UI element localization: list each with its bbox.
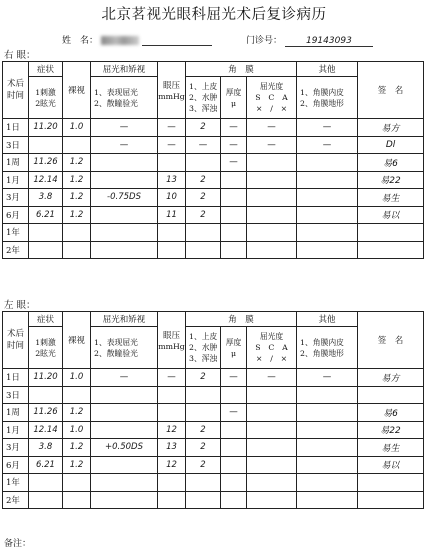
visit-time: 2年: [3, 241, 29, 259]
ucva-cell: 1.2: [63, 189, 91, 207]
left-eye-rows: [3, 369, 424, 509]
iop-cell: 10: [158, 189, 186, 207]
refraction-options: 1、表现屈光 2、散瞳验光: [91, 77, 158, 119]
thickness-cell: —: [221, 136, 247, 154]
thickness-cell: [221, 456, 247, 474]
signature-cell: [358, 474, 424, 492]
signature-cell: 易方: [358, 369, 424, 387]
symptom-cell: [29, 241, 63, 259]
refractive-power-cell: [247, 224, 297, 242]
refraction-cell: [91, 421, 158, 439]
thickness-cell: [221, 474, 247, 492]
signature-cell: 易22: [358, 171, 424, 189]
iop-cell: [158, 386, 186, 404]
other-cell: [297, 386, 358, 404]
refraction-cell: +0.50DS: [91, 439, 158, 457]
other-cell: [297, 241, 358, 259]
refraction-cell: [91, 224, 158, 242]
refractive-power-cell: [247, 404, 297, 422]
cornea-cell: [186, 404, 221, 422]
visit-row: [3, 404, 424, 422]
cornea-cell: 2: [186, 189, 221, 207]
refraction-options: 1、表现屈光 2、散瞳验光: [91, 327, 158, 369]
col-postop-time: 术后时间: [3, 312, 29, 369]
visit-time: 3日: [3, 386, 29, 404]
col-other: 其他: [297, 312, 358, 327]
cornea-cell: [186, 241, 221, 259]
right-eye-rows: [3, 119, 424, 259]
iop-cell: [158, 491, 186, 509]
thickness-cell: —: [221, 154, 247, 172]
col-signature: 签 名: [358, 62, 424, 119]
signature-cell: 易6: [358, 404, 424, 422]
ucva-cell: 1.2: [63, 171, 91, 189]
other-cell: [297, 421, 358, 439]
refractive-power-cell: [247, 241, 297, 259]
other-cell: [297, 206, 358, 224]
ucva-cell: 1.0: [63, 119, 91, 137]
other-options: 1、角膜内皮 2、角膜地形: [297, 77, 358, 119]
refraction-cell: [91, 241, 158, 259]
refractive-power-header: 屈光度 S C A × / ×: [247, 327, 297, 369]
other-cell: [297, 224, 358, 242]
cornea-cell: 2: [186, 369, 221, 387]
epithelium-options: 1、上皮 2、水肿 3、浑浊: [186, 327, 221, 369]
visit-row: [3, 224, 424, 242]
symptom-cell: [29, 136, 63, 154]
col-ucva: 裸视: [63, 312, 91, 369]
refractive-power-cell: [247, 206, 297, 224]
col-cornea: 角 膜: [186, 62, 297, 77]
signature-cell: 易以: [358, 456, 424, 474]
refraction-cell: -0.75DS: [91, 189, 158, 207]
visit-time: 3月: [3, 439, 29, 457]
patient-name-redacted: [101, 36, 139, 45]
thickness-cell: [221, 206, 247, 224]
visit-row: [3, 491, 424, 509]
col-other: 其他: [297, 62, 358, 77]
iop-cell: 11: [158, 206, 186, 224]
visit-time: 2年: [3, 491, 29, 509]
visit-row: [3, 171, 424, 189]
thickness-cell: [221, 224, 247, 242]
visit-row: [3, 439, 424, 457]
col-signature: 签 名: [358, 312, 424, 369]
refractive-power-cell: [247, 439, 297, 457]
refractive-power-cell: [247, 386, 297, 404]
iop-cell: [158, 474, 186, 492]
visit-time: 1日: [3, 369, 29, 387]
ucva-cell: 1.2: [63, 456, 91, 474]
signature-cell: 易方: [358, 119, 424, 137]
thickness-cell: [221, 171, 247, 189]
col-symptom: 症状: [29, 312, 63, 327]
visit-row: [3, 241, 424, 259]
iop-cell: 12: [158, 421, 186, 439]
symptom-cell: 3.8: [29, 189, 63, 207]
ucva-cell: 1.0: [63, 369, 91, 387]
thickness-cell: [221, 421, 247, 439]
refraction-cell: [91, 386, 158, 404]
refraction-cell: —: [91, 119, 158, 137]
refraction-cell: [91, 456, 158, 474]
col-postop-time: 术后时间: [3, 62, 29, 119]
refraction-cell: [91, 154, 158, 172]
refractive-power-cell: [247, 189, 297, 207]
visit-row: [3, 154, 424, 172]
page-title: 北京茗视光眼科屈光术后复诊病历: [101, 7, 327, 23]
other-cell: [297, 474, 358, 492]
patient-name-row: [62, 33, 212, 46]
thickness-cell: [221, 386, 247, 404]
refraction-cell: —: [91, 369, 158, 387]
ucva-cell: [63, 241, 91, 259]
iop-cell: [158, 241, 186, 259]
cornea-cell: [186, 154, 221, 172]
iop-cell: —: [158, 136, 186, 154]
refractive-power-cell: [247, 421, 297, 439]
visit-row: [3, 369, 424, 387]
col-ucva: 裸视: [63, 62, 91, 119]
refractive-power-cell: —: [247, 369, 297, 387]
col-symptom: 症状: [29, 62, 63, 77]
refractive-power-header: 屈光度 S C A × / ×: [247, 77, 297, 119]
cornea-cell: 2: [186, 119, 221, 137]
left-eye-table: [2, 311, 424, 509]
signature-cell: 易6: [358, 154, 424, 172]
iop-cell: [158, 404, 186, 422]
other-cell: —: [297, 369, 358, 387]
visit-time: 1周: [3, 404, 29, 422]
visit-row: [3, 119, 424, 137]
record-number-value: 19143093: [285, 36, 373, 47]
record-number-label: 门诊号：: [246, 36, 283, 46]
refractive-power-cell: [247, 171, 297, 189]
refraction-cell: [91, 206, 158, 224]
visit-time: 1月: [3, 421, 29, 439]
signature-cell: 易生: [358, 439, 424, 457]
visit-time: 6月: [3, 206, 29, 224]
thickness-cell: [221, 241, 247, 259]
cornea-cell: —: [186, 136, 221, 154]
other-cell: [297, 154, 358, 172]
thickness-cell: [221, 491, 247, 509]
signature-cell: 易以: [358, 206, 424, 224]
cornea-cell: [186, 224, 221, 242]
visit-row: [3, 456, 424, 474]
visit-row: [3, 474, 424, 492]
refraction-cell: [91, 404, 158, 422]
signature-cell: 易22: [358, 421, 424, 439]
left-eye-label: 左 眼：: [4, 300, 36, 311]
thickness-header: 厚度 μ: [221, 77, 247, 119]
thickness-header: 厚度 μ: [221, 327, 247, 369]
other-cell: —: [297, 136, 358, 154]
symptom-cell: 11.20: [29, 119, 63, 137]
refractive-power-cell: [247, 474, 297, 492]
refractive-power-cell: [247, 154, 297, 172]
visit-time: 6月: [3, 456, 29, 474]
thickness-cell: [221, 189, 247, 207]
visit-time: 1年: [3, 474, 29, 492]
visit-row: [3, 136, 424, 154]
signature-cell: [358, 491, 424, 509]
symptom-cell: 6.21: [29, 456, 63, 474]
epithelium-options: 1、上皮 2、水肿 3、浑浊: [186, 77, 221, 119]
col-cornea: 角 膜: [186, 312, 297, 327]
symptom-cell: 11.26: [29, 154, 63, 172]
other-cell: [297, 439, 358, 457]
visit-row: [3, 189, 424, 207]
cornea-cell: 2: [186, 456, 221, 474]
visit-time: 1周: [3, 154, 29, 172]
refractive-power-cell: —: [247, 136, 297, 154]
visit-time: 1年: [3, 224, 29, 242]
signature-cell: [358, 241, 424, 259]
ucva-cell: 1.2: [63, 206, 91, 224]
symptom-options: 1刺激 2眩光: [29, 327, 63, 369]
cornea-cell: 2: [186, 421, 221, 439]
refractive-power-cell: [247, 456, 297, 474]
other-cell: [297, 404, 358, 422]
other-cell: [297, 456, 358, 474]
symptom-cell: [29, 491, 63, 509]
ucva-cell: [63, 386, 91, 404]
thickness-cell: —: [221, 369, 247, 387]
other-options: 1、角膜内皮 2、角膜地形: [297, 327, 358, 369]
cornea-cell: [186, 491, 221, 509]
ucva-cell: 1.0: [63, 421, 91, 439]
thickness-cell: —: [221, 119, 247, 137]
other-cell: [297, 171, 358, 189]
ucva-cell: [63, 491, 91, 509]
visit-row: [3, 386, 424, 404]
signature-cell: 易生: [358, 189, 424, 207]
col-iop: 眼压 mmHg: [158, 62, 186, 119]
right-eye-table: [2, 61, 424, 259]
ucva-cell: 1.2: [63, 439, 91, 457]
signature-cell: [358, 386, 424, 404]
cornea-cell: [186, 474, 221, 492]
symptom-cell: 6.21: [29, 206, 63, 224]
ucva-cell: [63, 136, 91, 154]
symptom-cell: [29, 224, 63, 242]
iop-cell: 12: [158, 456, 186, 474]
visit-row: [3, 206, 424, 224]
col-refraction: 屈光和矫视: [91, 62, 158, 77]
visit-row: [3, 421, 424, 439]
patient-name-label: 姓 名：: [62, 36, 99, 46]
signature-cell: [358, 224, 424, 242]
iop-cell: [158, 154, 186, 172]
record-number-row: [246, 33, 373, 47]
symptom-cell: [29, 474, 63, 492]
patient-name-underline: [142, 45, 212, 46]
symptom-cell: 11.20: [29, 369, 63, 387]
cornea-cell: [186, 386, 221, 404]
thickness-cell: [221, 439, 247, 457]
refraction-cell: [91, 171, 158, 189]
cornea-cell: 2: [186, 439, 221, 457]
symptom-cell: 11.26: [29, 404, 63, 422]
ucva-cell: [63, 224, 91, 242]
col-iop: 眼压 mmHg: [158, 312, 186, 369]
cornea-cell: 2: [186, 171, 221, 189]
ucva-cell: 1.2: [63, 154, 91, 172]
thickness-cell: —: [221, 404, 247, 422]
symptom-cell: 3.8: [29, 439, 63, 457]
right-eye-label: 右 眼：: [4, 50, 36, 61]
iop-cell: —: [158, 369, 186, 387]
other-cell: —: [297, 119, 358, 137]
cornea-cell: 2: [186, 206, 221, 224]
refractive-power-cell: —: [247, 119, 297, 137]
iop-cell: 13: [158, 171, 186, 189]
visit-time: 1日: [3, 119, 29, 137]
remarks-label: 备注：: [4, 539, 32, 549]
other-cell: [297, 491, 358, 509]
ucva-cell: 1.2: [63, 404, 91, 422]
refraction-cell: [91, 491, 158, 509]
col-refraction: 屈光和矫视: [91, 312, 158, 327]
refraction-cell: —: [91, 136, 158, 154]
signature-cell: Dl: [358, 136, 424, 154]
refraction-cell: [91, 474, 158, 492]
symptom-cell: [29, 386, 63, 404]
symptom-cell: 12.14: [29, 421, 63, 439]
symptom-options: 1刺激 2眩光: [29, 77, 63, 119]
visit-time: 3日: [3, 136, 29, 154]
refractive-power-cell: [247, 491, 297, 509]
iop-cell: —: [158, 119, 186, 137]
visit-time: 1月: [3, 171, 29, 189]
visit-time: 3月: [3, 189, 29, 207]
iop-cell: 13: [158, 439, 186, 457]
ucva-cell: [63, 474, 91, 492]
other-cell: [297, 189, 358, 207]
symptom-cell: 12.14: [29, 171, 63, 189]
iop-cell: [158, 224, 186, 242]
